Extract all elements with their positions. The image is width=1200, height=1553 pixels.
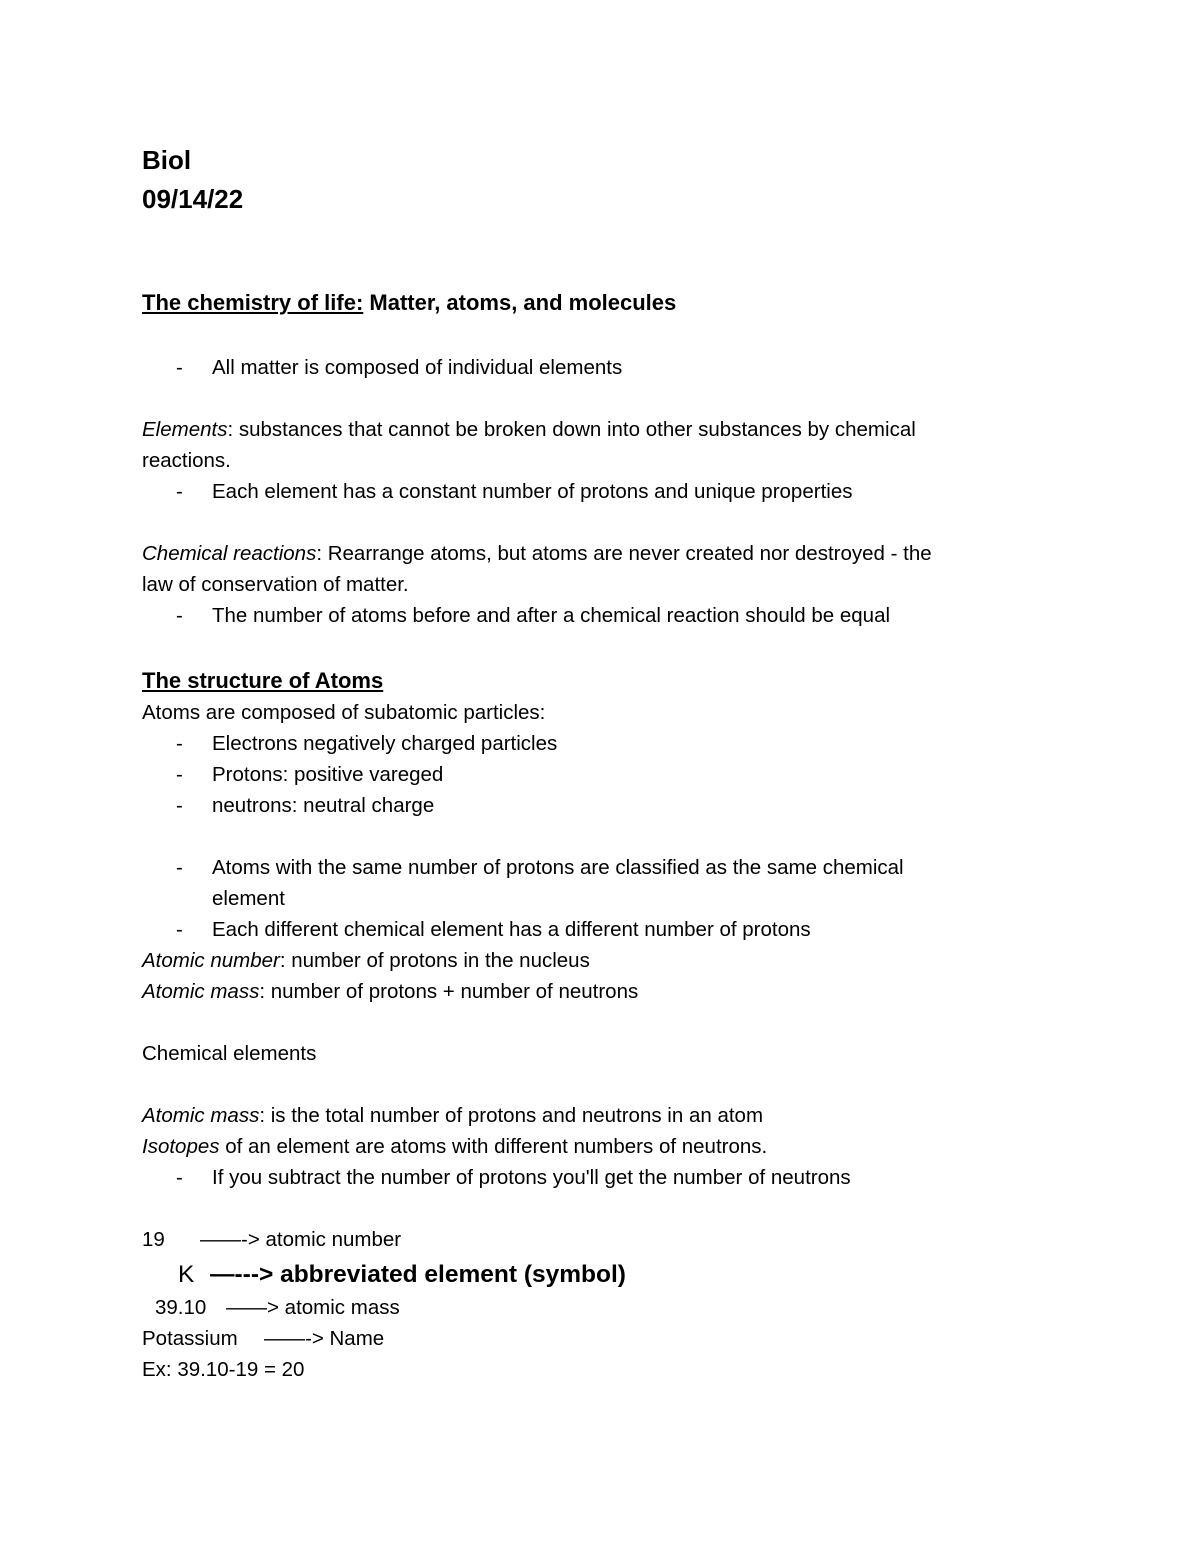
bullet-protons: Protons: positive vareged (212, 763, 444, 786)
reactions-definition (142, 542, 932, 566)
bullet-neutrons: neutrons: neutral charge (212, 794, 435, 817)
bullet-atoms-equal: The number of atoms before and after a chemical reaction should be equal (212, 604, 891, 627)
atomic-mass-def-text: : number of protons + number of neutrons (259, 980, 639, 1003)
atomic-number-definition (142, 949, 590, 973)
bullet-different-protons: Each different chemical element has a different number of protons (212, 918, 811, 941)
heading-underlined-text: The chemistry of life: (142, 290, 364, 315)
bullet-all-matter: All matter is composed of individual elements (212, 356, 623, 379)
atomic-mass-definition-2 (142, 1104, 763, 1128)
elements-definition (142, 418, 916, 442)
bullet-dash: - (176, 1166, 183, 1189)
bullet-dash: - (176, 763, 183, 786)
example-symbol-value: K (178, 1261, 195, 1288)
section-heading-chemistry (142, 290, 676, 316)
atomic-mass-def-text-2: : is the total number of protons and neutrons in an atom (259, 1104, 764, 1127)
example-atomic-mass-value: 39.10 (155, 1296, 207, 1319)
elements-term: Elements (142, 418, 228, 441)
reactions-term: Chemical reactions (142, 542, 317, 565)
bullet-dash: - (176, 856, 183, 879)
bullet-dash: - (176, 732, 183, 755)
atomic-number-term: Atomic number (142, 949, 280, 972)
reactions-definition-cont: law of conservation of matter. (142, 573, 409, 596)
example-name-value: Potassium (142, 1327, 238, 1350)
example-name-label: ——-> Name (264, 1327, 385, 1350)
atomic-mass-term: Atomic mass (142, 980, 260, 1003)
reactions-def-text: : Rearrange atoms, but atoms are never created nor destroyed - the (316, 542, 932, 565)
example-symbol-label: —---> abbreviated element (symbol) (210, 1261, 626, 1288)
isotopes-term: Isotopes (142, 1135, 220, 1158)
bullet-dash: - (176, 918, 183, 941)
example-atomic-mass-label: ——> atomic mass (226, 1296, 400, 1319)
bullet-dash: - (176, 356, 183, 379)
example-calculation: Ex: 39.10-19 = 20 (142, 1358, 305, 1381)
bullet-same-protons-cont: element (212, 887, 285, 910)
chemical-elements-label: Chemical elements (142, 1042, 317, 1065)
elements-definition-cont: reactions. (142, 449, 231, 472)
bullet-electrons: Electrons negatively charged particles (212, 732, 558, 755)
elements-def-text: : substances that cannot be broken down into other substances by chemical (227, 418, 916, 441)
bullet-dash: - (176, 480, 183, 503)
note-date: 09/14/22 (142, 184, 244, 214)
section-heading-structure: The structure of Atoms (142, 668, 384, 693)
bullet-dash: - (176, 604, 183, 627)
course-title: Biol (142, 145, 192, 175)
atoms-intro: Atoms are composed of subatomic particles: (142, 701, 546, 724)
atomic-mass-definition (142, 980, 638, 1004)
bullet-subtract-protons: If you subtract the number of protons you'll get the number of neutrons (212, 1166, 851, 1189)
bullet-element-protons: Each element has a constant number of protons and unique properties (212, 480, 853, 503)
bullet-same-protons: Atoms with the same number of protons are classified as the same chemical (212, 856, 904, 879)
isotopes-def-text: of an element are atoms with different numbers of neutrons. (219, 1135, 768, 1158)
bullet-dash: - (176, 794, 183, 817)
heading-rest-text: Matter, atoms, and molecules (363, 290, 677, 315)
atomic-mass-term-2: Atomic mass (142, 1104, 260, 1127)
example-atomic-number-label: ——-> atomic number (200, 1228, 402, 1251)
isotopes-definition (142, 1135, 767, 1159)
example-atomic-number-value: 19 (142, 1228, 165, 1251)
atomic-number-def-text: : number of protons in the nucleus (279, 949, 590, 972)
